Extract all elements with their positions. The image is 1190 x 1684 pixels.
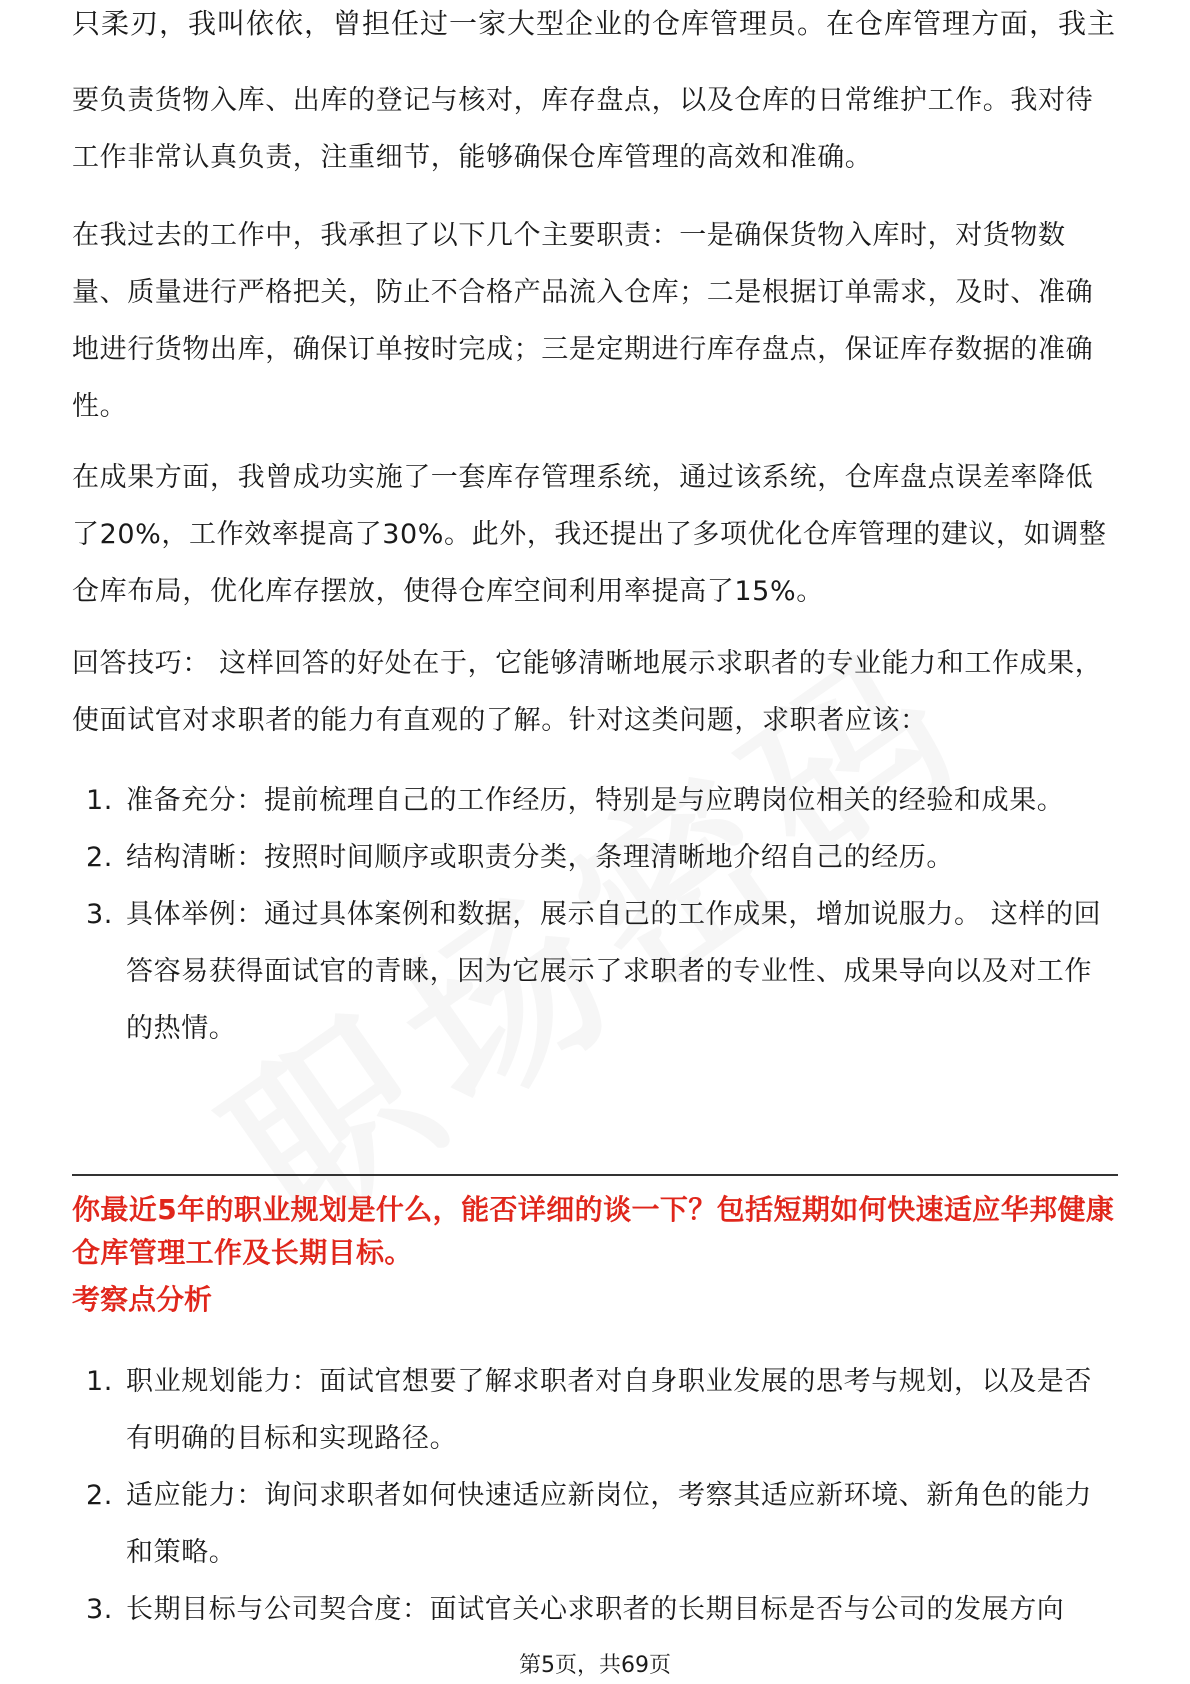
list-number: 1. xyxy=(86,785,113,816)
list-item xyxy=(72,1467,1118,1581)
paragraph-results: 在成果方面，我曾成功实施了一套库存管理系统，通过该系统，仓库盘点误差率降低了20%，工作效率提高了30%。此外，我还提出了多项优化仓库管理的建议，如调整仓库布局，优化库存摆放，使得仓库空间利用率提高了15%。 xyxy=(72,462,1107,607)
list-text: 长期目标与公司契合度：面试官关心求职者的长期目标是否与公司的发展方向 xyxy=(126,1594,1065,1625)
cut-off-text-line xyxy=(72,8,1118,38)
analysis-list xyxy=(72,1353,1118,1638)
cut-off-text: 只柔刃，我叫依依，曾担任过一家大型企业的仓库管理员。在仓库管理方面，我主 xyxy=(72,8,1117,38)
list-item xyxy=(72,1353,1118,1467)
list-text: 具体举例：通过具体案例和数据，展示自己的工作成果，增加说服力。 这样的回答容易获得面试官的青睐，因为它展示了求职者的专业性、成果导向以及对工作的热情。 xyxy=(126,899,1102,1044)
interview-question: 你最近5年的职业规划是什么，能否详细的谈一下？包括短期如何快速适应华邦健康仓库管理工作及长期目标。 xyxy=(72,1193,1115,1269)
list-text: 适应能力：询问求职者如何快速适应新岗位，考察其适应新环境、新角色的能力和策略。 xyxy=(126,1480,1092,1568)
section-divider xyxy=(72,1174,1118,1176)
list-number: 3. xyxy=(86,899,113,930)
list-item xyxy=(72,886,1118,1057)
list-text: 职业规划能力：面试官想要了解求职者对自身职业发展的思考与规划，以及是否有明确的目标和实现路径。 xyxy=(126,1366,1092,1454)
list-number: 2. xyxy=(86,842,113,873)
paragraph-duties: 在我过去的工作中，我承担了以下几个主要职责：一是确保货物入库时，对货物数量、质量进行严格把关，防止不合格产品流入仓库；二是根据订单需求，及时、准确地进行货物出库，确保订单按时完成；三是定期进行库存盘点，保证库存数据的准确性。 xyxy=(72,220,1094,422)
list-text: 准备充分：提前梳理自己的工作经历，特别是与应聘岗位相关的经验和成果。 xyxy=(126,785,1065,816)
list-item xyxy=(72,772,1118,829)
tips-list xyxy=(72,772,1118,1057)
list-number: 1. xyxy=(86,1366,113,1397)
list-number: 3. xyxy=(86,1594,113,1625)
list-number: 2. xyxy=(86,1480,113,1511)
page-footer: 第5页，共69页 xyxy=(519,1653,671,1678)
paragraph-intro: 要负责货物入库、出库的登记与核对，库存盘点，以及仓库的日常维护工作。我对待工作非常认真负责，注重细节，能够确保仓库管理的高效和准确。 xyxy=(72,85,1094,173)
section-heading: 考察点分析 xyxy=(72,1283,213,1316)
list-item xyxy=(72,829,1118,886)
paragraph-answer-tips: 回答技巧： 这样回答的好处在于，它能够清晰地展示求职者的专业能力和工作成果，使面试官对求职者的能力有直观的了解。针对这类问题，求职者应该： xyxy=(72,648,1103,736)
list-item xyxy=(72,1581,1118,1638)
list-text: 结构清晰：按照时间顺序或职责分类，条理清晰地介绍自己的经历。 xyxy=(126,842,954,873)
